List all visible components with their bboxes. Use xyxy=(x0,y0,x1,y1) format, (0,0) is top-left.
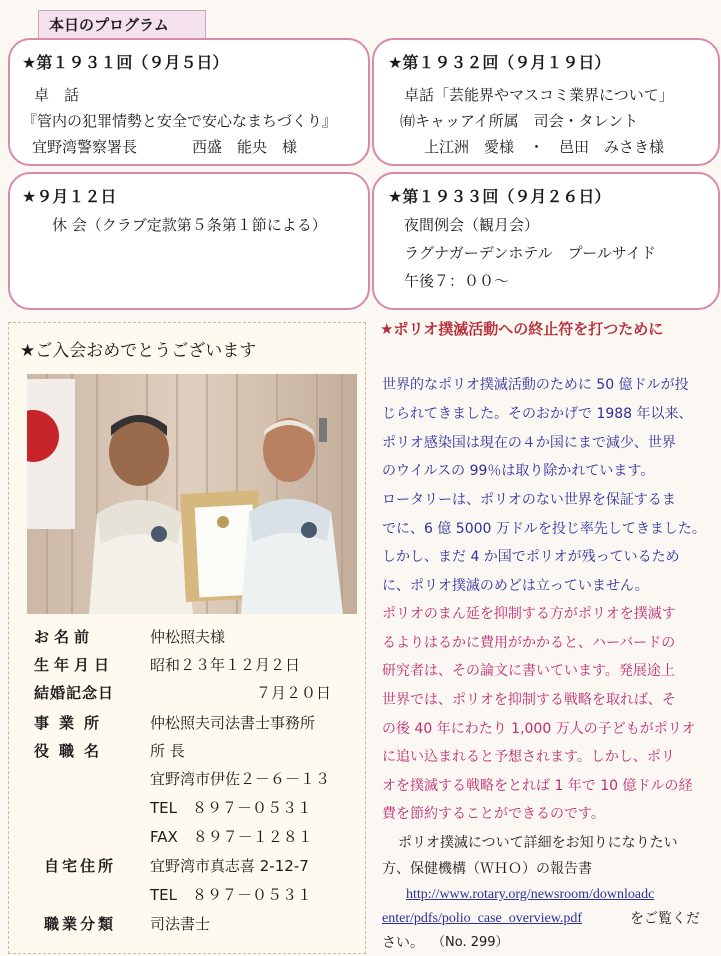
program-1931-speaker-name: 西盛 能央 様 xyxy=(192,138,298,156)
birth-label: 生年月日 xyxy=(34,656,115,674)
polio-text-line: 世界では、ポリオを抑制する戦略を取れば、そ xyxy=(382,692,676,708)
polio-heading: ★ポリオ撲滅活動への終止符を打つために xyxy=(380,320,664,338)
program-1933-heading: ★第１９３３回（９月２６日） xyxy=(388,187,611,206)
polio-text-line: しかし、まだ 4 か国でポリオが残っているため xyxy=(382,549,680,565)
member-name: 仲松照夫様 xyxy=(150,628,226,646)
polio-text-line: 世界的なポリオ撲滅活動のために 50 億ドルが投 xyxy=(382,377,689,393)
issue-number: （No. 299） xyxy=(432,935,509,950)
program-1931-topic: 『管内の犯罪情勢と安全で安心なまちづくり』 xyxy=(22,112,337,130)
polio-text-line: に追い込まれると予想されます。しかし、ポリ xyxy=(382,749,675,765)
program-1932-heading: ★第１９３２回（９月１９日） xyxy=(388,53,611,72)
member-job: 司法書士 xyxy=(150,915,211,933)
polio-text-line: 費を節約することができるのです。 xyxy=(382,806,605,822)
polio-text-line: をご覧くだ xyxy=(630,911,700,927)
member-wedding-anniversary: ７月２０日 xyxy=(256,684,332,702)
program-1933-event: 夜間例会（観月会） xyxy=(404,216,540,234)
polio-text-line: オを撲滅する戦略をとれば 1 年で 10 億ドルの経 xyxy=(382,778,693,794)
office-tel: TEL ８９７－０５３１ xyxy=(150,799,312,817)
polio-text-line: でに、6 億 5000 万ドルを投じ率先してきました。 xyxy=(382,521,706,537)
program-0912-heading: ★９月１２日 xyxy=(22,187,117,206)
polio-text-line: のウイルスの 99％は取り除かれています。 xyxy=(382,463,655,479)
title-label: 役職名 xyxy=(34,742,110,760)
member-birthdate: 昭和２３年１２月２日 xyxy=(150,656,301,674)
program-1932-speakers: 上江洲 愛様 ・ 邑田 みさき様 xyxy=(424,138,665,156)
polio-text-line: 方、保健機構（ＷＨＯ）の報告書 xyxy=(382,861,592,877)
name-label: お名前 xyxy=(34,628,95,646)
welcome-heading: ★ご入会おめでとうございます xyxy=(20,341,257,361)
wedding-label: 結婚記念日 xyxy=(34,684,115,702)
polio-text-line: に、ポリオ撲滅のめどは立っていません。 xyxy=(382,578,649,594)
member-title: 所 長 xyxy=(150,742,185,760)
home-address: 宜野湾市真志喜 2-12-7 xyxy=(150,857,309,875)
polio-text-line: ロータリーは、ポリオのない世界を保証するま xyxy=(382,492,676,508)
program-1932-affiliation: ㈲キャッアイ所属 司会・タレント xyxy=(400,112,639,130)
program-1931-speaker-title: 宜野湾警察署長 xyxy=(32,138,138,156)
office-address: 宜野湾市伊佐２－６－１３ xyxy=(150,770,331,788)
office-fax: FAX ８９７－１２８１ xyxy=(150,828,313,846)
program-1933-time: 午後７：００～ xyxy=(404,272,510,290)
polio-text-line: ポリオ撲滅について詳細をお知りになりたい xyxy=(398,835,678,851)
polio-text-line: じられてきました。そのおかげで 1988 年以来、 xyxy=(382,406,693,422)
polio-text-line: ポリオ感染国は現在の４か国にまで減少、世界 xyxy=(382,435,676,451)
home-tel: TEL ８９７－０５３１ xyxy=(150,886,312,904)
program-1931-type: 卓 話 xyxy=(34,86,80,104)
program-1932-topic: 卓話「芸能界やマスコミ業界について」 xyxy=(404,86,674,104)
polio-text-line: ポリオのまん延を抑制する方がポリオを撲滅す xyxy=(382,606,676,622)
photo-illustration xyxy=(27,374,357,614)
polio-text-line: の後 40 年にわたり 1,000 万人の子どもがポリオ xyxy=(382,721,696,737)
polio-text-line: るよりはるかに費用がかかると、ハーバードの xyxy=(382,635,676,651)
who-report-link-part1[interactable]: http://www.rotary.org/newsroom/downloadc xyxy=(406,887,655,902)
program-1931-heading: ★第１９３１回（９月５日） xyxy=(22,53,229,72)
home-label: 自宅住所 xyxy=(44,857,117,875)
member-photo xyxy=(27,374,357,614)
polio-text-tail: さい。 xyxy=(382,935,424,951)
polio-text-line: 研究者は、その論文に書いています。発展途上 xyxy=(382,663,675,679)
office-label: 事業所 xyxy=(34,714,110,732)
program-0912-note: 休 会（クラブ定款第５条第１節による） xyxy=(52,216,327,234)
job-label: 職業分類 xyxy=(44,915,117,933)
who-report-link-part2[interactable]: enter/pdfs/polio_case_overview.pdf xyxy=(382,911,583,926)
member-office: 仲松照夫司法書士事務所 xyxy=(150,714,316,732)
program-1933-venue: ラグナガーデンホテル プールサイド xyxy=(404,244,656,262)
program-tab-title: 本日のプログラム xyxy=(38,10,206,38)
